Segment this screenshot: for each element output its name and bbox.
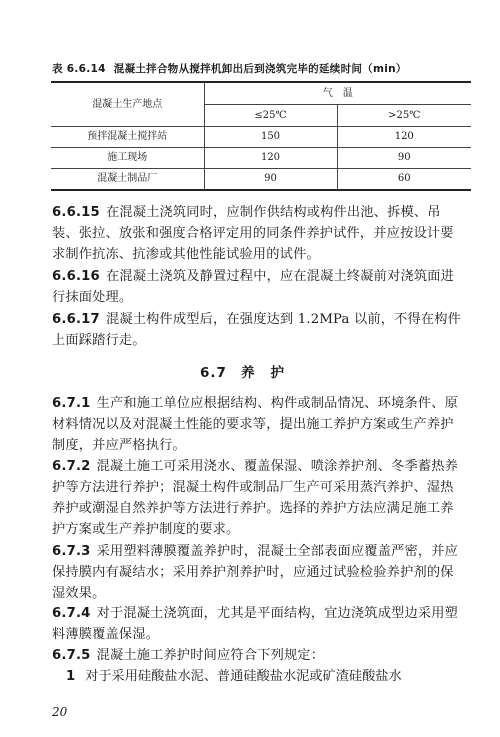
clause-number: 6.7.4 bbox=[52, 606, 91, 621]
clause-text: 混凝土施工可采用浇水、覆盖保湿、喷涂养护剂、冬季蓄热养护等方法进行养护；混凝土构件或制品厂生产可采用蒸汽养护、湿热养护或潮湿自然养护等方法进行养护。选择的养护方法应满足施工养护方案或生产养护制度的要求。 bbox=[52, 459, 459, 537]
table-caption-number: 表 6.6.14 bbox=[52, 63, 106, 75]
section-title: 养护 bbox=[240, 365, 300, 381]
clause-text: 生产和施工单位应根据结构、构件或制品情况、环境条件、原材料情况以及对混凝土性能的要求等，提出施工养护方案或生产养护制度，并应严格执行。 bbox=[52, 396, 459, 453]
clause-number: 6.7.3 bbox=[52, 544, 91, 559]
clause-text: 在混凝土浇筑同时，应制作供结构或构件出池、拆模、吊装、张拉、放张和强度合格评定用的同条件养护试件，并应按设计要求制作抗冻、抗渗或其他性能试验用的试件。 bbox=[52, 205, 454, 262]
clause-number: 6.6.16 bbox=[52, 269, 100, 284]
clause-6-7-3 bbox=[52, 541, 462, 604]
clause-number: 6.7.5 bbox=[52, 648, 91, 663]
clause-number: 6.6.15 bbox=[52, 205, 100, 220]
list-item bbox=[66, 666, 466, 687]
clause-6-7-1 bbox=[52, 393, 462, 456]
page-number: 20 bbox=[52, 705, 68, 719]
clause-number: 6.6.17 bbox=[52, 312, 100, 327]
table-caption-text: 混凝土拌合物从搅拌机卸出后到浇筑完毕的延续时间（min） bbox=[113, 63, 407, 75]
clause-text: 采用塑料薄膜覆盖养护时，混凝土全部表面应覆盖严密，并应保持膜内有凝结水；采用养护剂养护时，应通过试验检验养护剂的保湿效果。 bbox=[52, 544, 459, 601]
cell-place: 预拌混凝土搅拌站 bbox=[51, 127, 204, 148]
clause-6-7-5 bbox=[52, 645, 462, 666]
section-number: 6.7 bbox=[200, 365, 227, 381]
table-caption bbox=[52, 61, 472, 76]
cell-low: 120 bbox=[204, 148, 337, 169]
cell-high: 60 bbox=[337, 169, 471, 191]
mixing-duration-table bbox=[51, 81, 471, 191]
clause-text: 混凝土构件成型后，在强度达到 1.2MPa 以前，不得在构件上面踩踏行走。 bbox=[52, 312, 462, 348]
clause-6-7-4 bbox=[52, 603, 462, 645]
cell-place: 混凝土制品厂 bbox=[51, 169, 204, 191]
item-text: 对于采用硅酸盐水泥、普通硅酸盐水泥或矿渣硅酸盐水 bbox=[85, 669, 402, 684]
cell-high: 120 bbox=[337, 127, 471, 148]
cell-place: 施工现场 bbox=[51, 148, 204, 169]
table-row bbox=[51, 127, 471, 148]
clause-6-6-16 bbox=[52, 266, 462, 308]
header-temp-low: ≤25℃ bbox=[204, 105, 337, 127]
clause-6-6-17 bbox=[52, 309, 462, 351]
cell-high: 90 bbox=[337, 148, 471, 169]
clause-text: 混凝土施工养护时间应符合下列规定： bbox=[96, 648, 325, 663]
clause-number: 6.7.1 bbox=[52, 396, 91, 411]
header-temp-high: >25℃ bbox=[337, 105, 471, 127]
item-number: 1 bbox=[66, 669, 76, 684]
header-production-place: 混凝土生产地点 bbox=[51, 82, 204, 127]
clause-number: 6.7.2 bbox=[52, 459, 91, 474]
section-heading bbox=[0, 361, 500, 381]
clause-6-6-15 bbox=[52, 202, 462, 265]
clause-text: 在混凝土浇筑及静置过程中，应在混凝土终凝前对浇筑面进行抹面处理。 bbox=[52, 269, 455, 305]
table-row bbox=[51, 169, 471, 191]
header-air-temperature: 气 温 bbox=[204, 82, 471, 105]
table-row bbox=[51, 148, 471, 169]
clause-6-7-2 bbox=[52, 456, 462, 540]
clause-text: 对于混凝土浇筑面，尤其是平面结构，宜边浇筑成型边采用塑料薄膜覆盖保湿。 bbox=[52, 606, 459, 642]
cell-low: 90 bbox=[204, 169, 337, 191]
cell-low: 150 bbox=[204, 127, 337, 148]
